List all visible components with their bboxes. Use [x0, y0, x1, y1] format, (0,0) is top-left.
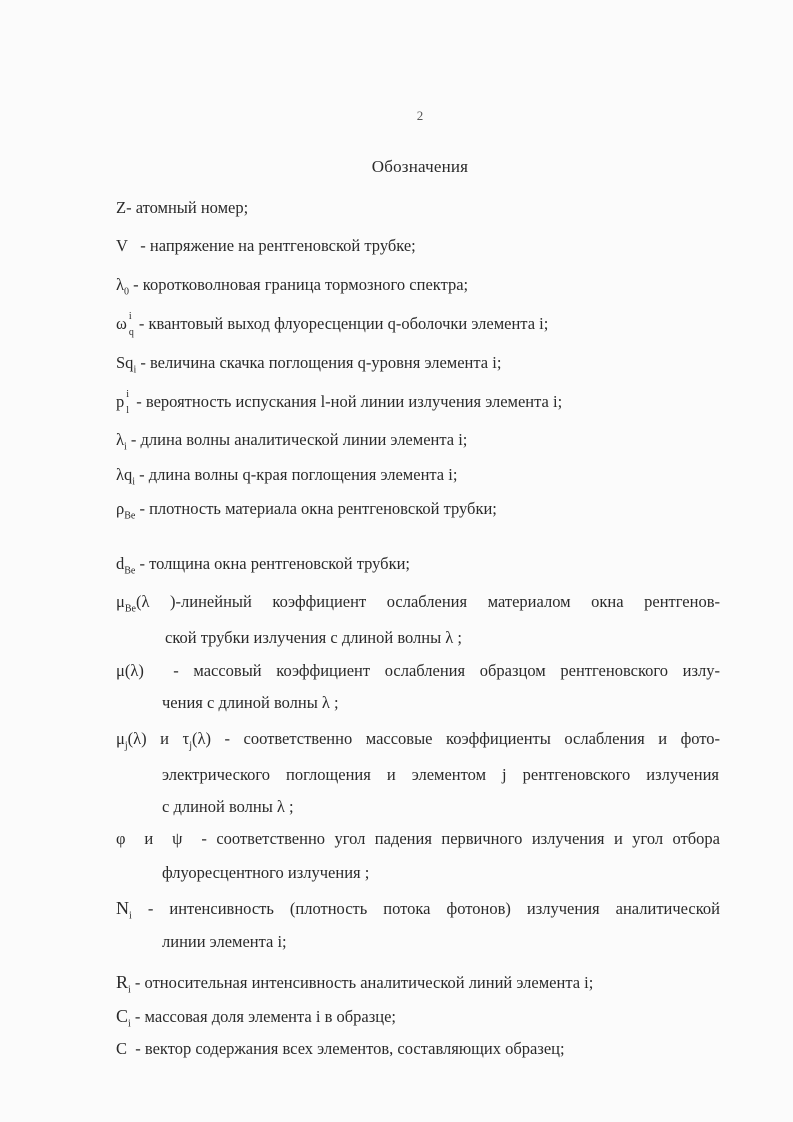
definition-z-text: - атомный номер; — [126, 198, 249, 217]
definition-lambda-i — [116, 430, 467, 457]
symbol-tau-j: $\tau_j(\lambda)$ — [182, 729, 211, 752]
definition-p — [116, 389, 563, 416]
page-title: Обозначения — [371, 157, 469, 176]
definition-v — [116, 236, 416, 256]
definition-r-text: - относительная интенсивность аналитической линий элемента i; — [134, 973, 594, 992]
definition-rho — [116, 499, 497, 526]
definition-mu-be-line1: $\mu_{Be}(\lambda$ )-линейный коэффициент ослабления материалом окна рентгенов- — [116, 592, 720, 615]
definition-p-text: - вероятность испускания l-ной линии излучения элемента i; — [136, 392, 563, 411]
symbol-lambda0: $\lambda_0$ — [116, 275, 130, 298]
definition-mu-line1: μ(λ) - массовый коэффициент ослабления образцом рентгеновского излу- — [116, 661, 720, 680]
symbol-lambda-i: $\lambda_i$ — [116, 430, 127, 453]
definition-c-vector-text: - вектор содержания всех элементов, составляющих образец; — [135, 1039, 565, 1058]
definition-lambda-q — [116, 465, 457, 492]
symbol-n: $N_i$ — [116, 898, 132, 922]
definition-mu-j-line3: с длиной волны λ ; — [162, 797, 294, 816]
definition-lambda0 — [116, 275, 468, 302]
definition-d-text: - толщина окна рентгеновской трубки; — [139, 554, 410, 573]
definition-lambda0-text: - коротковолновая граница тормозного спектра; — [133, 275, 469, 294]
definition-r — [116, 972, 593, 1000]
definition-d — [116, 554, 410, 581]
definition-n-line1: $N_i$ - интенсивность (плотность потока фотонов) излучения аналитической — [116, 898, 720, 922]
definition-mu-j-line2: электрического поглощения и элементом j рентгеновского излучения — [162, 765, 719, 784]
symbol-sq: $Sq_i$ — [116, 353, 137, 376]
symbol-c-vector: C — [116, 1039, 128, 1058]
definition-mu-be — [116, 592, 720, 619]
definition-phi-line2: флуоресцентного излучения ; — [162, 863, 370, 882]
definition-sq-text: - величина скачка поглощения q-уровня элемента i; — [140, 353, 502, 372]
definition-z — [116, 198, 248, 218]
definition-omega — [116, 311, 549, 338]
symbol-mu-be: $\mu_{Be}(\lambda$ ) — [116, 592, 176, 615]
definition-c-text: - массовая доля элемента i в образце; — [134, 1007, 396, 1026]
definition-sq — [116, 353, 501, 380]
symbol-v: V — [116, 236, 128, 255]
page-number: 2 — [416, 108, 424, 123]
definition-omega-text: - квантовый выход флуоресценции q-оболочки элемента i; — [138, 314, 549, 333]
definition-phi-psi — [116, 829, 720, 849]
symbol-mu-j: $\mu_j(\lambda)$ — [116, 729, 147, 752]
symbol-omega: ω i q — [116, 311, 134, 338]
definition-v-text: - напряжение на рентгеновской трубке; — [140, 236, 416, 255]
definition-lambda-q-text: - длина волны q-края поглощения элемента i; — [139, 465, 458, 484]
definition-mu-line2: чения с длиной волны λ ; — [162, 693, 339, 712]
symbol-d: $d_{Be}$ — [116, 554, 136, 577]
definition-mu-be-line2: ской трубки излучения с длиной волны λ ; — [165, 628, 463, 647]
symbol-c: $C_i$ — [116, 1006, 131, 1030]
definition-mu-j — [116, 729, 720, 756]
definition-lambda-i-text: - длина волны аналитической линии элемента i; — [130, 430, 468, 449]
definition-mu — [116, 661, 720, 681]
definition-rho-text: - плотность материала окна рентгеновской трубки; — [139, 499, 497, 518]
symbol-lambda-q: $\lambda q_i$ — [116, 465, 136, 488]
definition-c-vector — [116, 1039, 565, 1059]
symbol-r: $R_i$ — [116, 972, 131, 996]
symbol-p: p i l — [116, 389, 130, 416]
symbol-z: Z — [116, 198, 127, 217]
symbol-rho: $\rho_{Be}$ — [116, 499, 136, 522]
symbol-mu: μ(λ) — [116, 661, 144, 680]
definition-phi-line1: φ и ψ - соответственно угол падения первичного излучения и угол отбора — [116, 829, 721, 848]
definition-c — [116, 1006, 396, 1034]
definition-n — [116, 898, 720, 926]
definition-mu-j-line1: $\mu_j(\lambda)$ и $\tau_j(\lambda)$ - соответственно массовые коэффициенты ослабления и фото- — [116, 729, 721, 752]
symbol-phi: φ — [116, 829, 126, 848]
definition-n-line2: линии элемента i; — [162, 932, 287, 951]
symbol-psi: ψ — [172, 829, 183, 848]
